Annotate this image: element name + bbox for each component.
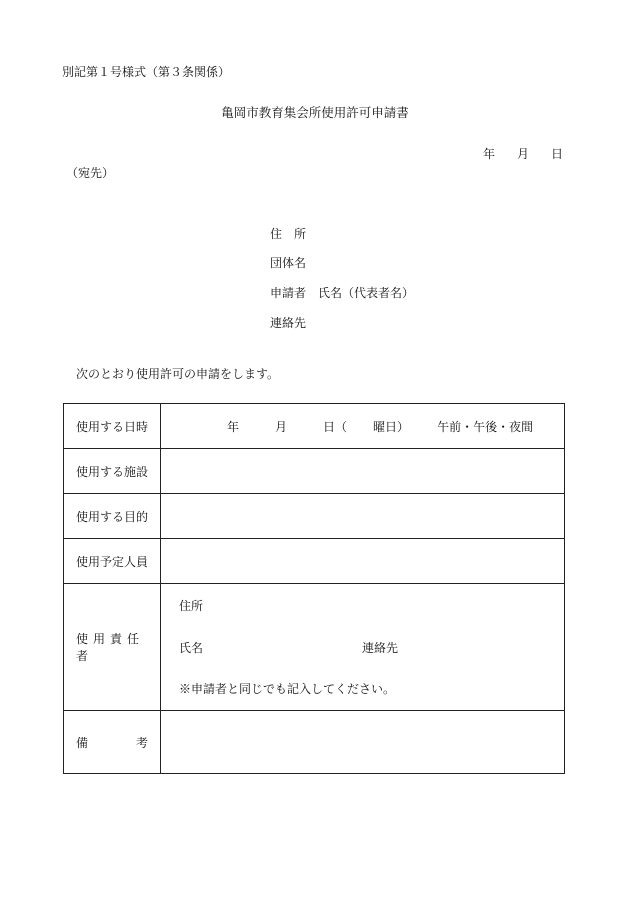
remarks-field[interactable]	[161, 711, 565, 774]
people-header: 使用予定人員	[64, 539, 161, 584]
facility-field[interactable]	[161, 449, 565, 494]
responsible-note: ※申請者と同じでも記入してください。	[179, 681, 396, 696]
purpose-header: 使用する目的	[64, 494, 161, 539]
applicant-contact-label: 連絡先	[270, 316, 307, 330]
date-month-label: 月	[516, 147, 529, 161]
applicant-label: 申請者	[270, 286, 307, 300]
datetime-month: 月	[275, 419, 288, 434]
datetime-header: 使用する日時	[64, 404, 161, 449]
responsible-name-label: 氏名	[179, 640, 204, 655]
table-row	[64, 449, 565, 494]
remarks-header	[64, 711, 161, 774]
addressee-label: （宛先）	[66, 166, 115, 180]
application-date	[483, 148, 563, 160]
applicant-name-label: 氏名（代表者名）	[318, 286, 415, 300]
responsible-field[interactable]	[161, 584, 565, 711]
datetime-weekday: 曜日）	[373, 419, 410, 434]
applicant-name-row	[270, 287, 414, 299]
applicant-group-label: 団体名	[270, 256, 307, 270]
facility-header: 使用する施設	[64, 449, 161, 494]
purpose-field[interactable]	[161, 494, 565, 539]
document-title: 亀岡市教育集会所使用許可申請書	[221, 105, 409, 120]
table-row	[64, 711, 565, 774]
date-day-label: 日	[550, 147, 563, 161]
table-row	[64, 494, 565, 539]
remarks-char-1: 備	[76, 735, 89, 750]
responsible-address-label: 住所	[179, 598, 204, 613]
remarks-char-2: 考	[135, 735, 148, 750]
responsible-header: 使用責任者	[64, 584, 161, 711]
intro-text: 次のとおり使用許可の申請をします。	[76, 367, 280, 381]
datetime-year: 年	[227, 419, 240, 434]
application-table	[63, 403, 565, 774]
datetime-day: 日（	[323, 419, 348, 434]
responsible-name-row	[179, 639, 564, 656]
datetime-period: 午前・午後・夜間	[437, 419, 534, 434]
table-row	[64, 584, 565, 711]
datetime-field[interactable]	[161, 404, 565, 449]
table-row	[64, 539, 565, 584]
applicant-address-label: 住 所	[270, 227, 307, 241]
form-number-label: 別記第１号様式（第３条関係）	[62, 65, 231, 79]
responsible-contact-label: 連絡先	[362, 640, 399, 655]
date-year-label: 年	[482, 147, 495, 161]
table-row	[64, 404, 565, 449]
people-field[interactable]	[161, 539, 565, 584]
